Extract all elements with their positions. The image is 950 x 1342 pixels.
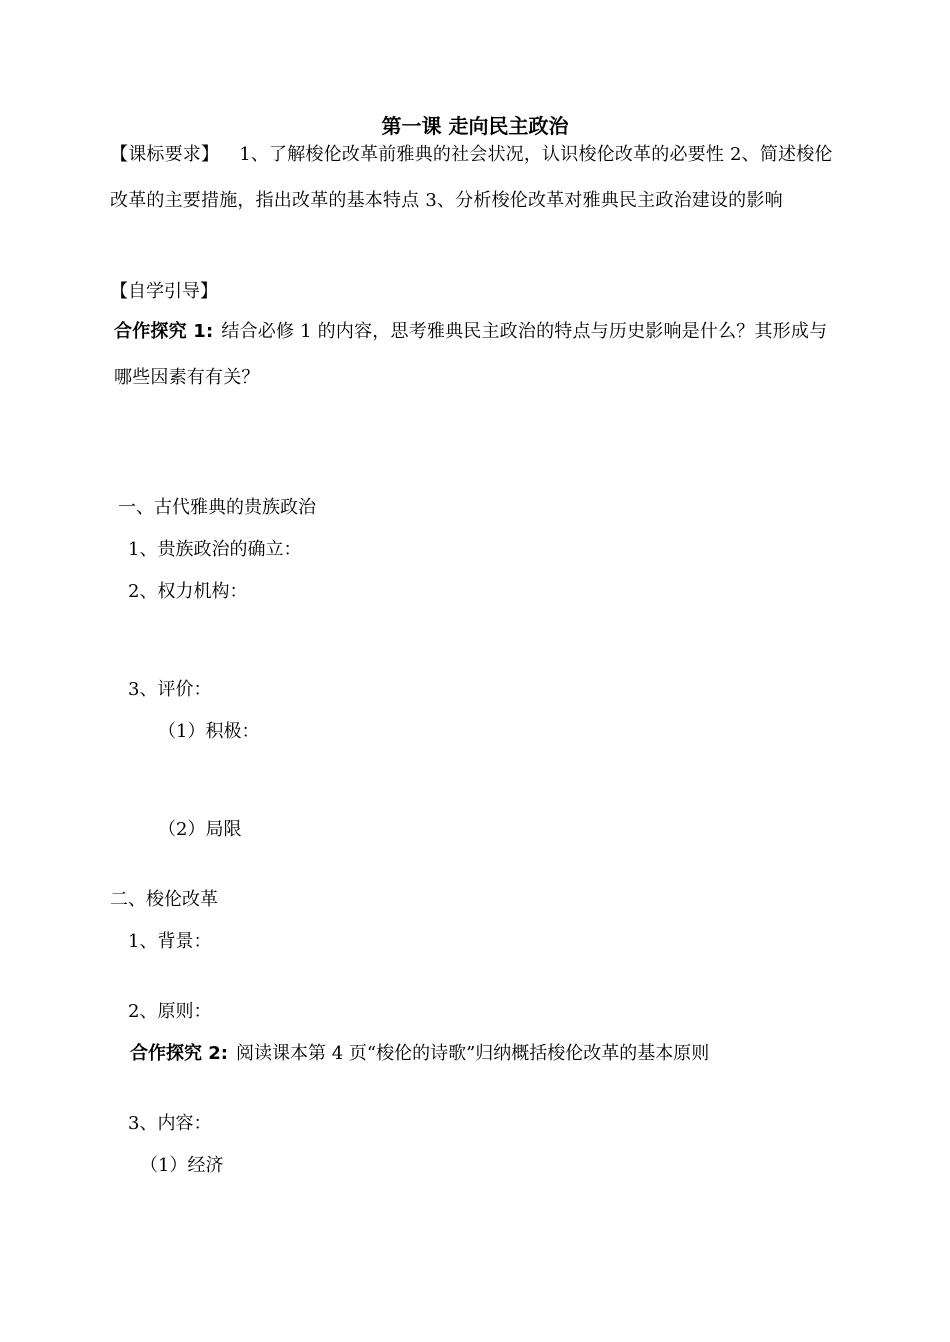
self-study-label: 【自学引导】	[110, 281, 218, 302]
inquiry2-text: 阅读课本第 4 页“梭伦的诗歌”归纳概括梭伦改革的基本原则	[236, 1043, 710, 1064]
section1-sub2: （2）局限	[158, 819, 242, 840]
requirements-text: 1、了解梭伦改革前雅典的社会状况，认识梭伦改革的必要性 2、简述梭伦改革的主要措施，指出改革的基本特点 3、分析梭伦改革对雅典民主政治建设的影响	[110, 144, 833, 211]
section1-heading: 一、古代雅典的贵族政治	[118, 497, 316, 518]
section2-sub1: （1）经济	[140, 1155, 224, 1176]
page-title: 第一课 走向民主政治	[381, 114, 569, 138]
inquiry2-line	[130, 1042, 709, 1066]
section1-sub1: （1）积极：	[158, 721, 260, 742]
inquiry1-text: 结合必修 1 的内容，思考雅典民主政治的特点与历史影响是什么？其形成与哪些因素有有关？	[114, 321, 828, 388]
section1-item1: 1、贵族政治的确立：	[128, 539, 302, 560]
inquiry1-label: 合作探究 1:	[114, 321, 214, 342]
section1-item2: 2、权力机构：	[128, 581, 248, 602]
section2-item1: 1、背景：	[128, 931, 212, 952]
section2-heading: 二、梭伦改革	[110, 889, 218, 910]
section2-item2: 2、原则：	[128, 1001, 212, 1022]
requirements-paragraph	[110, 132, 846, 224]
section1-item3: 3、评价：	[128, 679, 212, 700]
inquiry2-label: 合作探究 2:	[130, 1043, 228, 1064]
requirements-label: 【课标要求】	[110, 144, 220, 165]
section2-item3: 3、内容：	[128, 1113, 212, 1134]
inquiry1-paragraph	[114, 309, 844, 401]
